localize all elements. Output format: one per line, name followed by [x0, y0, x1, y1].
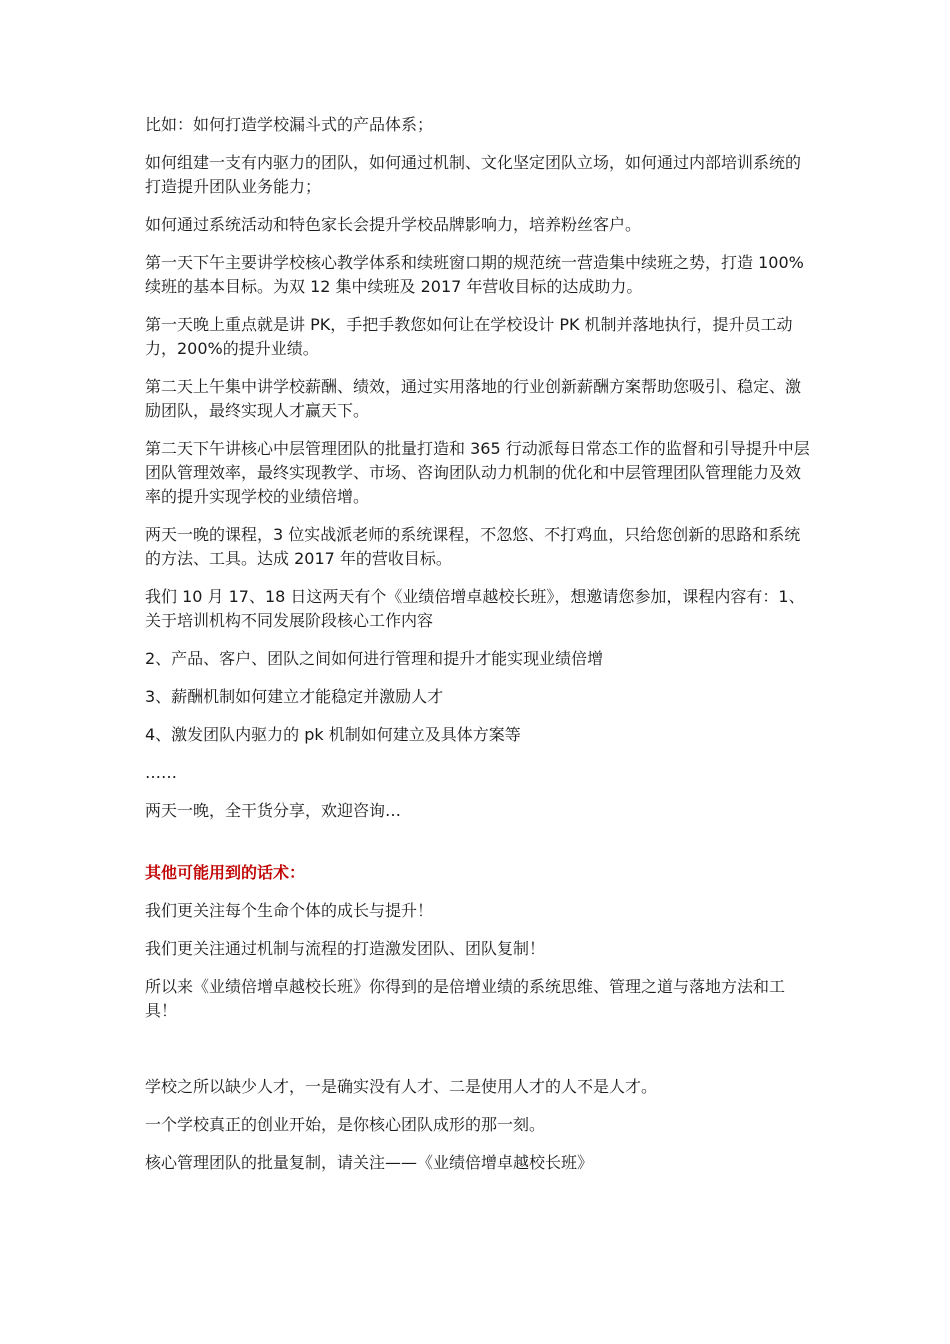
paragraph-invitation: 我们 10 月 17、18 日这两天有个《业绩倍增卓越校长班》，想邀请您参加，课程内容有：1、关于培训机构不同发展阶段核心工作内容: [145, 587, 805, 630]
ellipsis-line: ……: [145, 763, 177, 782]
paragraph-day1-afternoon: 第一天下午主要讲学校核心教学体系和续班窗口期的规范统一营造集中续班之势，打造 100%续班的基本目标。为双 12 集中续班及 2017 年营收目标的达成助力。: [145, 253, 804, 296]
paragraph-follow-class: 核心管理团队的批量复制，请关注——《业绩倍增卓越校长班》: [145, 1153, 594, 1172]
paragraph-core-team: 一个学校真正的创业开始，是你核心团队成形的那一刻。: [145, 1115, 546, 1134]
paragraph-team-building: 如何组建一支有内驱力的团队，如何通过机制、文化坚定团队立场，如何通过内部培训系统的打造提升团队业务能力；: [145, 153, 802, 196]
paragraph-product-system: 比如：如何打造学校漏斗式的产品体系；: [145, 115, 434, 134]
paragraph-closing: 两天一晚，全干货分享，欢迎咨询…: [145, 801, 402, 820]
list-item-4: 4、激发团队内驱力的 pk 机制如何建立及具体方案等: [145, 725, 521, 744]
paragraph-day2-morning: 第二天上午集中讲学校薪酬、绩效，通过实用落地的行业创新薪酬方案帮助您吸引、稳定、激励团队，最终实现人才赢天下。: [145, 377, 802, 420]
paragraph-mechanism-process: 我们更关注通过机制与流程的打造激发团队、团队复制！: [145, 939, 546, 958]
paragraph-talent-shortage: 学校之所以缺少人才，一是确实没有人才、二是使用人才的人不是人才。: [145, 1077, 658, 1096]
paragraph-what-you-get: 所以来《业绩倍增卓越校长班》你得到的是倍增业绩的系统思维、管理之道与落地方法和工具！: [145, 977, 786, 1020]
list-item-3: 3、薪酬机制如何建立才能稳定并激励人才: [145, 687, 444, 706]
document-body: [145, 113, 810, 1189]
list-item-2: 2、产品、客户、团队之间如何进行管理和提升才能实现业绩倍增: [145, 649, 604, 668]
paragraph-day1-evening: 第一天晚上重点就是讲 PK，手把手教您如何让在学校设计 PK 机制并落地执行，提升员工动力，200%的提升业绩。: [145, 315, 793, 358]
paragraph-brand-influence: 如何通过系统活动和特色家长会提升学校品牌影响力，培养粉丝客户。: [145, 215, 642, 234]
paragraph-day2-afternoon: 第二天下午讲核心中层管理团队的批量打造和 365 行动派每日常态工作的监督和引导提升中层团队管理效率，最终实现教学、市场、咨询团队动力机制的优化和中层管理团队管理能力及效率的提升实现学校的业绩倍增。: [145, 439, 810, 506]
paragraph-course-summary: 两天一晚的课程，3 位实战派老师的系统课程，不忽悠、不打鸡血，只给您创新的思路和系统的方法、工具。达成 2017 年的营收目标。: [145, 525, 801, 568]
paragraph-life-growth: 我们更关注每个生命个体的成长与提升！: [145, 901, 434, 920]
section-heading-other-scripts: 其他可能用到的话术：: [145, 863, 306, 882]
